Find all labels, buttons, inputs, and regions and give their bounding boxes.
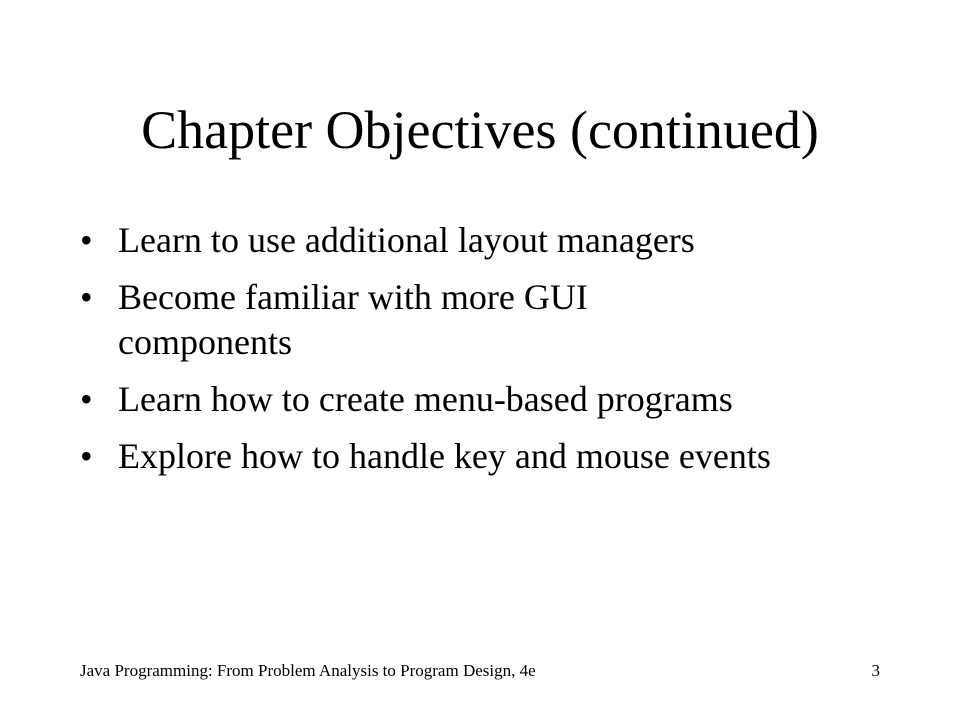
bullet-icon: •: [80, 277, 93, 317]
bullet-list: [80, 218, 900, 491]
footer-text: Java Programming: From Problem Analysis to Program Design, 4e: [80, 661, 536, 680]
bullet-icon: •: [80, 379, 93, 419]
bullet-item: [80, 275, 698, 365]
bullet-text: Become familiar with more GUI components: [118, 277, 588, 362]
bullet-icon: •: [80, 220, 93, 260]
slide-title: Chapter Objectives (continued): [141, 100, 819, 160]
bullet-icon: •: [80, 436, 93, 476]
bullet-text: Learn how to create menu-based programs: [118, 379, 733, 419]
page-number: 3: [871, 661, 880, 680]
bullet-item: [80, 434, 818, 479]
bullet-item: [80, 377, 900, 422]
bullet-text: Explore how to handle key and mouse events: [118, 436, 771, 476]
bullet-item: [80, 218, 900, 263]
bullet-text: Learn to use additional layout managers: [118, 220, 695, 260]
